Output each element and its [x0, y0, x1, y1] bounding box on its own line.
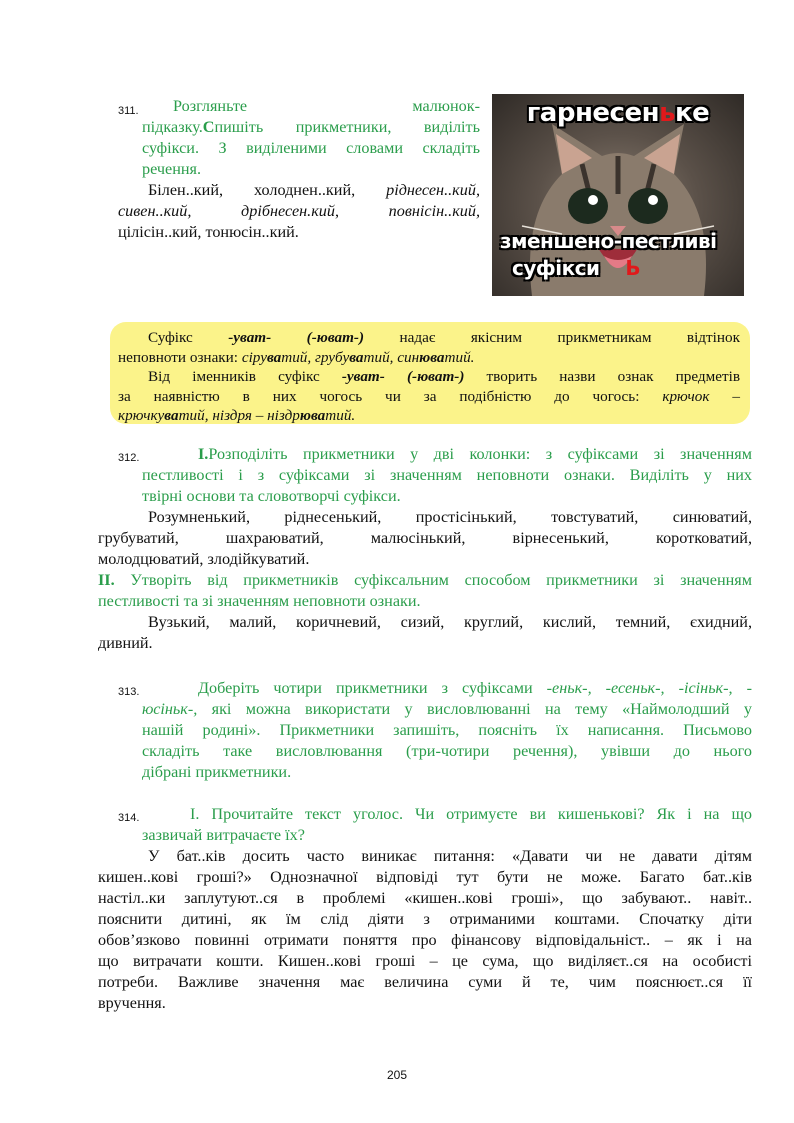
text-line: вручення. [98, 994, 166, 1012]
page-number: 205 [386, 1068, 408, 1082]
task-line: I.Розподіліть прикметники у дві колонки: з суфіксами зі значенням [198, 445, 752, 463]
exercise-314 [98, 804, 752, 1014]
exercise-number: 314. [118, 812, 140, 824]
exercise-number: 313. [118, 686, 140, 698]
word-list-line: Білен..кий, холоднен..кий, ріднесен..кий, [148, 181, 480, 199]
exercise-313 [118, 678, 752, 783]
task-line: підказку.Спишіть прикметники, виділіть [142, 118, 480, 136]
text-line: У бат..ків досить часто виникає питання: «Давати чи не давати дітям [148, 847, 752, 865]
word-list-line: грубуватий, шахраюватий, малюсінький, вірнесенький, коротковатий, [98, 529, 752, 547]
task-line: пестливості і з суфіксами зі значенням неповноти ознаки. Виділіть у них [142, 466, 752, 484]
task-line: юсіньк-, які можна використати у висловлюванні на тему «Наймолодший у [142, 700, 752, 718]
task-line: нашій родині». Прикметники запишіть, поясніть їх написання. Письмово [142, 721, 752, 739]
task-line: речення. [142, 160, 202, 178]
exercise-311 [118, 96, 480, 243]
word-list-line: цілісін..кий, тонюсін..кий. [118, 223, 299, 241]
word-list-line: дивний. [98, 634, 153, 652]
exercise-number: 311. [118, 105, 139, 117]
meme-bottom-caption: зменшено-пестливі [500, 229, 717, 253]
rule-line: Від іменників суфікс -уват- (-юват-) творить назви ознак предметів [148, 368, 740, 385]
task-line: Розгляньте малюнок- [173, 97, 480, 115]
text-line: потреби. Важливе значення має величина суми й те, чим пояснюєт..ся її [98, 973, 752, 991]
text-line: кишен..кові гроші?» Однозначної відповіді тут бути не може. Багато бат..ків [98, 868, 752, 886]
task-line: Доберіть чотири прикметники з суфіксами -еньк-, -есеньк-, -ісіньк-, - [198, 679, 752, 697]
rule-box [110, 322, 750, 424]
task-line: пестливості та зі значенням неповноти ознаки. [98, 592, 421, 610]
text-line: що витрачати кошти. Кишен..кові гроші – це сума, що виділяєт..ся на особисті [98, 952, 752, 970]
word-list-line: молодцюватий, злодійкуватий. [98, 550, 310, 568]
text-line: настіл..ки заплутуют..ся в проблемі «кишен..кові гроші», що забувают.. навіт.. [98, 889, 752, 907]
task-line: дібрані прикметники. [142, 763, 292, 781]
task-line: I. Прочитайте текст уголос. Чи отримуєте ви кишенькові? Як і на що [190, 805, 752, 823]
meme-top-caption: гарнесеньке [526, 98, 710, 128]
word-list-line: Вузький, малий, коричневий, сизий, круглий, кислий, темний, єхидний, [148, 613, 752, 631]
task-line: зазвичай витрачаєте їх? [142, 826, 305, 844]
meme-bottom-caption-2: суфікси Ь [512, 256, 641, 280]
task-line: суфікси. З виділеними словами складіть [142, 139, 480, 157]
text-line: обов’язково повинні отримати поняття про фінансову відповідальніст.. – як і на [98, 931, 752, 949]
task-line: складіть таке висловлювання (три-чотири речення), увівши до нього [142, 742, 752, 760]
text-line: пояснити дитині, як їм слід діяти з отриманими коштами. Спочатку діти [98, 910, 752, 928]
task-line: твірні основи та словотворчі суфікси. [142, 487, 401, 505]
exercise-number: 312. [118, 452, 140, 464]
task-line: II. Утворіть від прикметників суфіксальним способом прикметники зі значенням [98, 571, 752, 589]
rule-line: неповноти ознаки: сіруватий, грубуватий, синюватий. [118, 348, 475, 366]
kitten-meme-image [492, 94, 744, 296]
rule-line: крючкуватий, ніздря – ніздрюватий. [118, 407, 356, 424]
rule-line: Суфікс -уват- (-юват-) надає якісним прикметникам відтінок [148, 329, 740, 346]
word-list-line: сивен..кий, дрібнесен.кий, повнісін..кий, [118, 202, 480, 220]
rule-line: за наявністю в них чогось чи за подібністю до чогось: крючок – [118, 387, 740, 405]
word-list-line: Розумненький, ріднесенький, простісінький, товстуватий, синюватий, [148, 508, 752, 526]
exercise-312 [98, 444, 752, 654]
